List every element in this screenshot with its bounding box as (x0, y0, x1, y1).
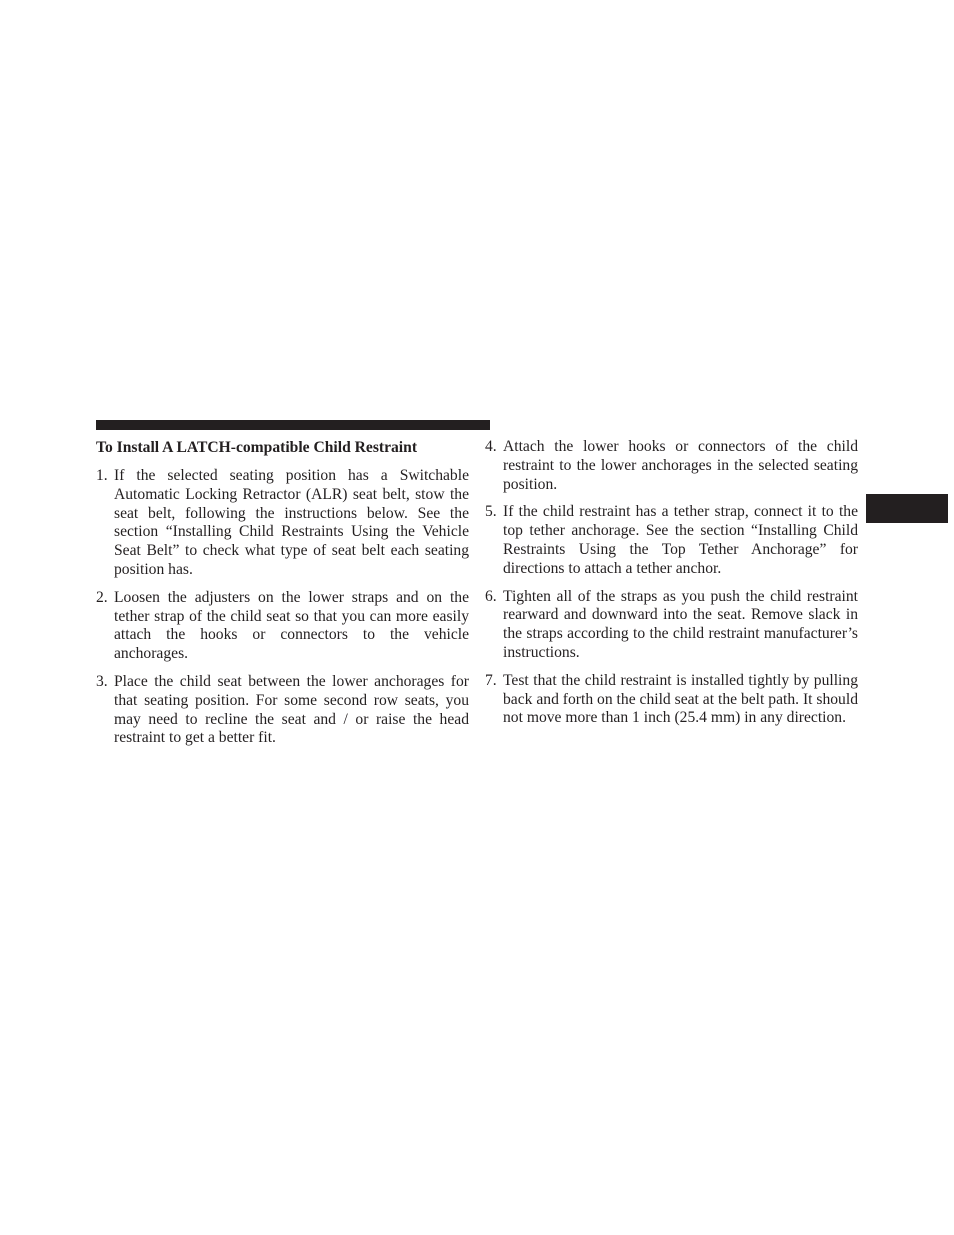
step-text: If the child restraint has a tether strap, connect it to the top tether anchorage. See the section “Installing Child Restraints Using the Top Tether Anchorage” for directions to attach a tether anchor. (503, 503, 858, 577)
section-heading: To Install A LATCH-compatible Child Restraint (96, 439, 418, 456)
step-number: 3. (96, 672, 108, 690)
step-text: Place the child seat between the lower anchorages for that seating position. For some second row seats, you may need to recline the seat and / or raise the head restraint to get a better fit. (114, 672, 469, 747)
steps-list-left (96, 467, 469, 748)
right-column (485, 438, 858, 737)
list-item (485, 503, 858, 578)
list-item (96, 589, 469, 664)
step-number: 6. (485, 587, 497, 605)
chapter-tab (866, 494, 948, 523)
step-number: 7. (485, 671, 497, 689)
section-rule (96, 420, 490, 430)
list-item (485, 672, 858, 728)
step-number: 4. (485, 438, 497, 455)
steps-list-right (485, 438, 858, 728)
list-item (96, 673, 469, 748)
step-text: Test that the child restraint is installed tightly by pulling back and forth on the child seat at the belt path. It should not move more than 1 inch (25.4 mm) in any direction. (503, 671, 858, 727)
step-number: 5. (485, 503, 497, 521)
left-column (96, 438, 469, 757)
step-text: Attach the lower hooks or connectors of the child restraint to the lower anchorages in the selected seating position. (503, 438, 858, 493)
step-text: Tighten all of the straps as you push the child restraint rearward and downward into the seat. Remove slack in the straps according to the child restraint manufacturer’s instructions. (503, 587, 858, 661)
list-item (96, 467, 469, 580)
list-item (485, 438, 858, 494)
step-number: 1. (96, 467, 108, 484)
step-number: 2. (96, 588, 108, 606)
list-item (485, 588, 858, 663)
step-text: Loosen the adjusters on the lower straps and on the tether strap of the child seat so that you can more easily attach the hooks or connectors to the vehicle anchorages. (114, 588, 469, 663)
step-text: If the selected seating position has a Switchable Automatic Locking Retractor (ALR) seat belt, stow the seat belt, following the instructions below. See the section “Installing Child Restraints Using the Vehicle Seat Belt” to check what type of seat belt each seating position has. (114, 467, 469, 578)
